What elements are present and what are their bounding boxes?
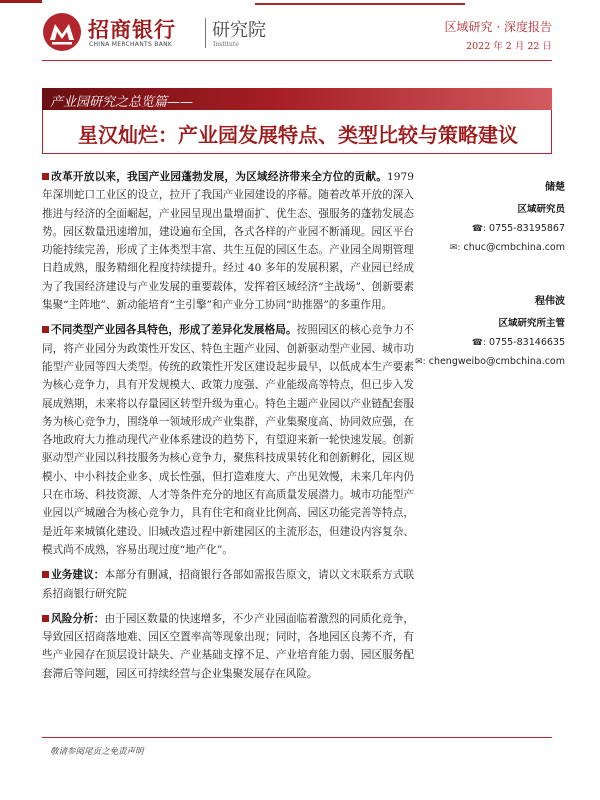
paragraph-body: 本部分有删减，招商银行各部如需报告原文，请以文末联系方式联系招商银行研究院 xyxy=(42,569,415,600)
analyst-email[interactable] xyxy=(415,356,565,367)
header-divider xyxy=(205,18,206,48)
analyst-phone xyxy=(450,223,565,234)
paragraph-lead: 不同类型产业园各具特色，形成了差异化发展格局。 xyxy=(51,324,297,337)
header-rule xyxy=(42,60,552,61)
paragraph xyxy=(42,566,414,603)
series-title: 产业园研究之总览篇—— xyxy=(50,95,194,110)
institute-name: 研究院 xyxy=(212,20,266,41)
paragraph-body: 按照园区的核心竞争力不同，将产业园分为政策性开发区、特色主题产业园、创新驱动型产业园、城市功能型产业园等四大类型。传统的政策性开发区建设起步最早，以低成本生产要素为核心竞争力，具有开发规模大、政策力度强、产业能级高等特点，但已步入发展成熟期，未来将以存量园区转型升级为重心。特色主题产业园以产业链配套服务为核心竞争力，围绕单一领域形成产业集群，产业集聚度高、协同效应强，在各地政府大力推动现代产业体系建设的趋势下，有望迎来新一轮快速发展。创新驱动型产业园以科技服务为核心竞争力，聚焦科技成果转化和创新孵化，园区规模小、中小科技企业多、成长性强，但打造难度大、产出见效慢，未来几年内仍只在市场、科技资源、人才等条件充分的地区有高质量发展潜力。城市功能型产业园以产城融合为核心竞争力，具有住宅和商业比例高、园区功能完善等特点，是近年来城镇化建设、旧城改造过程中新建园区的主流形态，但建设内容复杂、模式尚不成熟，容易出现过度“地产化”。 xyxy=(42,324,414,556)
main-content xyxy=(42,168,414,690)
paragraph-body: 1979 年深圳蛇口工业区的设立，拉开了我国产业园建设的序幕。随着改革开放的深入推进与经济的全面崛起，产业园呈现出量增面扩、优生态、强服务的蓬勃发展态势。园区数量迅速增加，建设遍布全国，各式各样的产业园不断涌现。园区平台功能持续完善，形成了主体类型丰富、共生互促的园区生态。产业园全周期管理日趋成熟，服务精细化程度持续提升。经过 40 多年的发展积累，产业园已经成为了我国经济建设与产业发展的重要载体，发挥着区域经济“主战场”、创新要素集聚“主阵地”、新动能培育“主引擎”和产业分工协同“助推器”的多重作用。 xyxy=(42,171,414,312)
bullet-square-icon xyxy=(42,571,49,578)
paragraph-lead: 改革开放以来，我国产业园蓬勃发展，为区域经济带来全方位的贡献。 xyxy=(51,171,388,183)
footer-rule xyxy=(42,737,552,738)
bullet-square-icon xyxy=(42,615,49,622)
analyst-email[interactable] xyxy=(450,242,565,253)
phone-icon: ☎: xyxy=(471,224,487,234)
paragraph-body: 由于园区数量的快速增多，不少产业园面临着激烈的同质化竞争，导致园区招商落地难、园区空置率高等现象出现；同时，各地园区良莠不齐，有些产业园存在顶层设计缺失、产业基础支撑不足、产业培育能力弱、园区服务配套滞后等问题，园区可持续经营与企业集聚发展存在风险。 xyxy=(42,612,415,680)
analyst-phone xyxy=(415,337,565,348)
report-date: 2022 年 2 月 22 日 xyxy=(466,41,552,52)
institute-name-en: Institute xyxy=(213,41,239,48)
analyst-card xyxy=(415,292,565,367)
paragraph xyxy=(42,168,414,314)
analyst-phone-value: 0755-83146635 xyxy=(489,337,565,348)
analyst-name: 程伟波 xyxy=(535,296,565,307)
analyst-name: 储楚 xyxy=(545,182,565,193)
bullet-square-icon xyxy=(42,326,49,333)
analyst-email-value[interactable]: chengweibo@cmbchina.com xyxy=(428,356,565,367)
paragraph xyxy=(42,610,414,683)
title-box xyxy=(42,110,552,154)
analyst-role: 区域研究员 xyxy=(517,204,565,215)
report-type: 区域研究 · 深度报告 xyxy=(444,20,552,34)
report-title: 星汉灿烂：产业园发展特点、类型比较与策略建议 xyxy=(78,123,518,147)
paragraph xyxy=(42,321,414,559)
page-header xyxy=(42,12,552,56)
top-color-bar xyxy=(0,0,42,3)
cmb-logo-icon xyxy=(42,12,82,52)
footer-disclaimer: 敬请参阅尾页之免责声明 xyxy=(50,747,144,757)
email-icon: ✉: xyxy=(449,243,461,253)
bullet-square-icon xyxy=(42,173,49,180)
brand-name-en: CHINA MERCHANTS BANK xyxy=(89,41,173,48)
top-accent-line xyxy=(255,0,465,5)
analyst-card xyxy=(450,178,565,253)
phone-icon: ☎: xyxy=(471,338,487,348)
top-decoration xyxy=(0,0,600,8)
paragraph-lead: 风险分析： xyxy=(51,612,105,625)
brand-name: 招商银行 xyxy=(88,18,176,42)
analyst-phone-value: 0755-83195867 xyxy=(489,223,565,234)
email-icon: ✉: xyxy=(415,357,426,367)
paragraph-lead: 业务建议： xyxy=(51,569,105,582)
analyst-email-value[interactable]: chuc@cmbchina.com xyxy=(463,242,565,253)
analyst-role: 区域研究所主管 xyxy=(498,318,565,329)
series-banner xyxy=(42,88,552,110)
